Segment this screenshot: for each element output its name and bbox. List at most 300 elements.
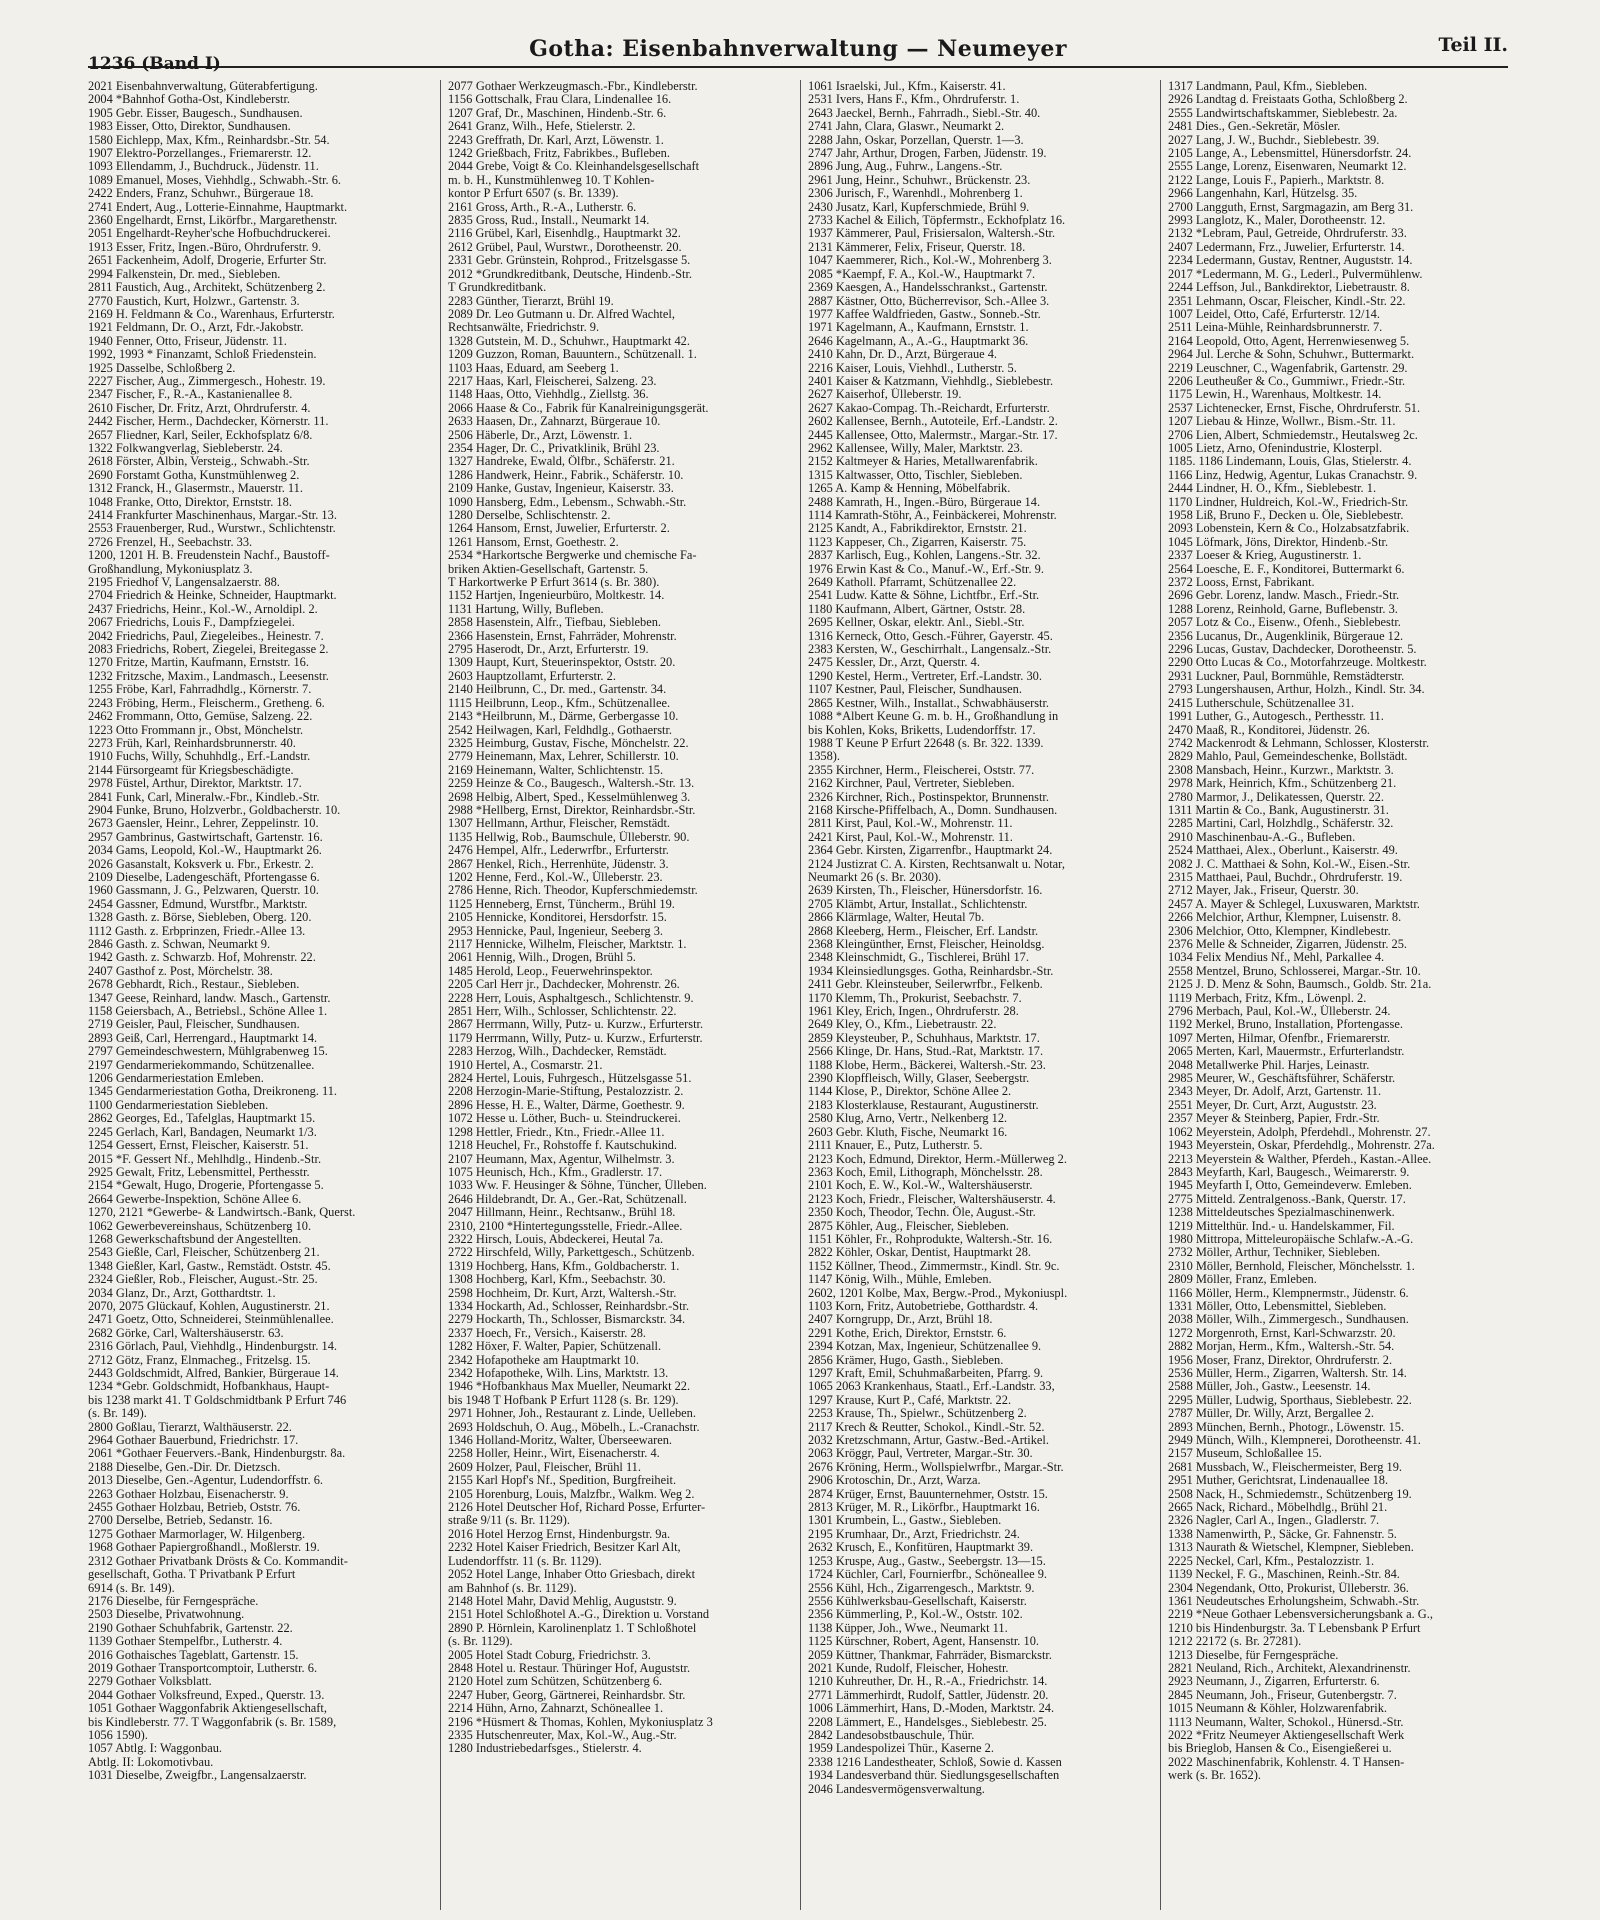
directory-entry: 1093 Ellendamm, J., Buchdruck., Jüdenstr. 11.	[88, 160, 319, 174]
directory-entry: 2034 Glanz, Dr., Arzt, Gotthardtstr. 1.	[88, 1286, 276, 1300]
directory-entry: 2354 Hager, Dr. C., Privatklinik, Brühl 23.	[448, 441, 660, 455]
directory-entry: 1103 Haas, Eduard, am Seeberg 1.	[448, 361, 619, 375]
directory-entry: 2476 Hempel, Alfr., Lederwrfbr., Erfurterstr.	[448, 844, 669, 858]
directory-entry: 1328 Gasth. z. Börse, Siebleben, Oberg. 120.	[88, 911, 312, 925]
directory-entry: 1937 Kämmerer, Paul, Frisiersalon, Waltersh.-Str.	[808, 227, 1056, 241]
directory-entry: 2556 Kühlwerksbau-Gesellschaft, Kaiserstr.	[808, 1594, 1027, 1608]
directory-entry: 1113 Neumann, Walter, Schokol., Hünersd.-Str.	[1168, 1715, 1404, 1729]
directory-entry: 2602, 1201 Kolbe, Max, Bergw.-Prod., Mykoniuspl.	[808, 1286, 1068, 1300]
directory-entry: 2273 Früh, Karl, Reinhardsbrunnerstr. 40.	[88, 736, 296, 750]
column-3	[808, 80, 1148, 1910]
directory-entry: 2994 Falkenstein, Dr. med., Siebleben.	[88, 267, 281, 281]
directory-entry: 2882 Morjan, Herm., Kfm., Waltersh.-Str. 54.	[1168, 1340, 1395, 1354]
directory-entry: 1345 Gendarmeriestation Gotha, Dreikroneng. 11.	[88, 1085, 338, 1099]
directory-entry: 2061 *Gothaer Feuervers.-Bank, Hindenburgstr. 8a.	[88, 1447, 346, 1461]
directory-entry: 1961 Kley, Erich, Ingen., Ohrdruferstr. 28.	[808, 1005, 1019, 1019]
directory-entry: 2337 Loeser & Krieg, Augustinerstr. 1.	[1168, 549, 1362, 563]
directory-entry: 2195 Krumhaar, Dr., Arzt, Friedrichstr. 24.	[808, 1527, 1020, 1541]
directory-entry: 2633 Haasen, Dr., Zahnarzt, Bürgeraue 10.	[448, 415, 661, 429]
directory-columns	[88, 80, 1508, 1910]
directory-entry: 2047 Hillmann, Heinr., Rechtsanw., Brühl 18.	[448, 1206, 676, 1220]
directory-entry: 2266 Melchior, Arthur, Klempner, Luisenstr. 8.	[1168, 911, 1402, 925]
directory-entry: 2376 Melle & Schneider, Zigarren, Jüdenstr. 25.	[1168, 938, 1408, 951]
directory-entry: 1312 Franck, H., Glasermstr., Mauerstr. 11.	[88, 482, 303, 496]
directory-entry: 1103 Korn, Fritz, Autobetriebe, Gotthardstr. 4.	[808, 1299, 1039, 1313]
directory-entry: 2208 Herzogin-Marie-Stiftung, Pestalozzistr. 2.	[448, 1085, 684, 1099]
directory-entry: 1015 Neumann & Köhler, Holzwarenfabrik.	[1168, 1702, 1388, 1716]
directory-entry: 2700 Derselbe, Betrieb, Sedanstr. 16.	[88, 1514, 273, 1528]
directory-entry: 2296 Lucas, Gustav, Dachdecker, Dorotheenstr. 5.	[1168, 643, 1417, 657]
directory-entry: 2125 Kandt, A., Fabrikdirektor, Ernststr. 21.	[808, 522, 1027, 536]
directory-entry: 1913 Esser, Fritz, Ingen.-Büro, Ohrdruferstr. 9.	[88, 240, 322, 254]
directory-entry: 1910 Hertel, A., Cosmarstr. 21.	[448, 1058, 603, 1072]
directory-entry: 2369 Kaesgen, A., Handelsschrankst., Gartenstr.	[808, 281, 1048, 295]
directory-entry: 1907 Elektro-Porzellanges., Friemarerstr. 12.	[88, 147, 312, 161]
directory-entry: Rechtsanwälte, Friedrichstr. 9.	[448, 321, 600, 335]
directory-entry: 2125 J. D. Menz & Sohn, Baumsch., Goldb. Str. 21a.	[1168, 978, 1432, 992]
directory-entry: 6914 (s. Br. 149).	[88, 1581, 175, 1595]
directory-entry: 2243 Fröbing, Herm., Fleischerm., Gretheng. 6.	[88, 696, 325, 710]
directory-entry: 1006 Lämmerhirt, Hans, D.-Moden, Marktstr. 24.	[808, 1702, 1055, 1716]
directory-entry: 1206 Gendarmeriestation Emleben.	[88, 1072, 264, 1086]
directory-entry: 2308 Mansbach, Heinr., Kurzwr., Marktstr. 3.	[1168, 763, 1394, 777]
directory-entry: 2856 Krämer, Hugo, Gasth., Siebleben.	[808, 1353, 1004, 1367]
directory-entry: 2923 Neumann, J., Zigarren, Erfurterstr. 6.	[1168, 1675, 1380, 1689]
directory-entry: 2027 Lang, J. W., Buchdr., Sieblebestr. 39.	[1168, 133, 1380, 147]
directory-entry: 2531 Ivers, Hans F., Kfm., Ohrdruferstr. 1.	[808, 93, 1020, 107]
directory-entry: 2291 Kothe, Erich, Direktor, Ernststr. 6.	[808, 1326, 1007, 1340]
directory-entry: 2698 Helbig, Albert, Sped., Kesselmühlenweg 3.	[448, 790, 691, 804]
directory-entry: (s. Br. 149).	[88, 1407, 147, 1421]
directory-entry: 2966 Langenhahn, Karl, Hützelsg. 35.	[1168, 187, 1358, 201]
directory-entry: 2978 Füstel, Arthur, Direktor, Marktstr. 17.	[88, 777, 302, 791]
directory-entry: 2867 Herrmann, Willy, Putz- u. Kurzw., Erfurterstr.	[448, 1018, 704, 1032]
directory-entry: 2813 Krüger, M. R., Likörfbr., Hauptmarkt 16.	[808, 1501, 1040, 1515]
directory-entry: 2164 Leopold, Otto, Agent, Herrenwiesenweg 5.	[1168, 334, 1410, 348]
directory-entry: 1180 Kaufmann, Albert, Gärtner, Oststr. 28.	[808, 602, 1026, 616]
directory-entry: 2012 *Grundkreditbank, Deutsche, Hindenb.-Str.	[448, 267, 692, 281]
directory-entry: 1316 Kerneck, Otto, Gesch.-Führer, Gayerstr. 45.	[808, 629, 1053, 643]
directory-entry: 1112 Gasth. z. Erbprinzen, Friedr.-Allee 13.	[88, 924, 306, 938]
directory-entry: 2061 Hennig, Wilh., Drogen, Brühl 5.	[448, 951, 636, 965]
directory-entry: 2109 Hanke, Gustav, Ingenieur, Kaiserstr. 33.	[448, 482, 674, 496]
directory-entry: 2316 Görlach, Paul, Viehhdlg., Hindenburgstr. 14.	[88, 1340, 337, 1354]
directory-entry: 1125 Kürschner, Robert, Agent, Hansenstr. 10.	[808, 1635, 1039, 1649]
directory-entry: 2034 Gams, Leopold, Kol.-W., Hauptmarkt 26.	[88, 844, 322, 858]
directory-entry: 1980 Mittropa, Mitteleuropäische Schlafw.-A.-G.	[1168, 1232, 1414, 1246]
directory-entry: 2904 Funke, Bruno, Holzverbr., Goldbacherstr. 10.	[88, 803, 341, 817]
directory-entry: 2646 Hildebrandt, Dr. A., Ger.-Rat, Schützenall.	[448, 1192, 687, 1206]
directory-entry: 2285 Martini, Carl, Holzhdlg., Schäferstr. 32.	[1168, 817, 1394, 831]
directory-entry: 2048 Metallwerke Phil. Harjes, Leinastr.	[1168, 1058, 1370, 1072]
directory-entry: 2089 Dr. Leo Gutmann u. Dr. Alfred Wachtel,	[448, 307, 675, 321]
directory-entry: 2044 Gothaer Volksfreund, Exped., Querstr. 13.	[88, 1688, 325, 1702]
directory-entry: 2196 *Hüsmert & Thomas, Kohlen, Mykoniusplatz 3	[448, 1715, 713, 1729]
directory-entry: 1580 Eichlepp, Max, Kfm., Reinhardsbr.-Str. 54.	[88, 133, 330, 147]
directory-entry: 1327 Handreke, Ewald, Ölfbr., Schäferstr. 21.	[448, 455, 675, 469]
directory-entry: werk (s. Br. 1652).	[1168, 1769, 1261, 1783]
directory-entry: bis Kindleberstr. 77. T Waggonfabrik (s. Br. 1589,	[88, 1715, 337, 1729]
column-2	[448, 80, 788, 1910]
directory-entry: 2705 Klämbt, Artur, Installat., Schlichtenstr.	[808, 897, 1028, 911]
directory-entry: 1107 Kestner, Paul, Fleischer, Sundhausen.	[808, 683, 1022, 697]
directory-entry: 2312 Gothaer Privatbank Drösts & Co. Kommandit-	[88, 1554, 348, 1568]
directory-entry: 2168 Kirsche-Pfiffelbach, A., Domn. Sundhausen.	[808, 803, 1058, 817]
directory-entry: 1057 Abtlg. I: Waggonbau.	[88, 1742, 223, 1756]
directory-entry: 1210 Kuhreuther, Dr. H., R.-A., Friedrichstr. 14.	[808, 1675, 1048, 1689]
directory-entry: 2364 Gebr. Kirsten, Zigarrenfbr., Hauptmarkt 24.	[808, 844, 1053, 858]
directory-entry: 2793 Lungershausen, Arthur, Holzh., Kindl. Str. 34.	[1168, 683, 1425, 697]
directory-entry: T Grundkreditbank.	[448, 281, 547, 295]
directory-entry: 2534 *Harkortsche Bergwerke und chemische Fa-	[448, 549, 697, 563]
directory-entry: 1319 Hochberg, Hans, Kfm., Goldbacherstr. 1.	[448, 1259, 680, 1273]
directory-entry: 1988 T Keune P Erfurt 22648 (s. Br. 322. 1339.	[808, 736, 1044, 750]
directory-entry: 1152 Köllner, Theod., Zimmermstr., Kindl. Str. 9c.	[808, 1259, 1060, 1273]
directory-entry: 2042 Friedrichs, Paul, Ziegeleibes., Heinestr. 7.	[88, 629, 324, 643]
directory-entry: am Bahnhof (s. Br. 1129).	[448, 1581, 577, 1595]
directory-entry: 2536 Müller, Herm., Zigarren, Waltersh. Str. 14.	[1168, 1367, 1407, 1380]
directory-entry: 1152 Hartjen, Ingenieurbüro, Moltkestr. 14.	[448, 589, 665, 603]
directory-entry: 2044 Grebe, Voigt & Co. Kleinhandelsgesellschaft	[448, 160, 700, 174]
directory-entry: 1156 Gottschalk, Frau Clara, Lindenallee 16.	[448, 93, 672, 107]
directory-entry: 2021 Eisenbahnverwaltung, Güterabfertigung.	[88, 80, 318, 93]
directory-entry: 2470 Maaß, R., Konditorei, Jüdenstr. 26.	[1168, 723, 1371, 737]
directory-entry: 2105 Lange, A., Lebensmittel, Hünersdorfstr. 24.	[1168, 147, 1412, 161]
directory-entry: 1213 Dieselbe, für Ferngespräche.	[1168, 1648, 1339, 1662]
directory-entry: 1921 Feldmann, Dr. O., Arzt, Fdr.-Jakobstr.	[88, 321, 304, 335]
directory-entry: 2859 Kleysteuber, P., Schuhhaus, Marktstr. 17.	[808, 1031, 1040, 1045]
directory-entry: 2867 Henkel, Rich., Herrenhüte, Jüdenstr. 3.	[448, 857, 669, 871]
directory-entry: 1297 Kraft, Emil, Schuhmaßarbeiten, Pfarrg. 9.	[808, 1367, 1044, 1380]
directory-entry: 2124 Justizrat C. A. Kirsten, Rechtsanwalt u. Notar,	[808, 857, 1065, 871]
directory-entry: 2368 Kleingünther, Ernst, Fleischer, Heinoldsg.	[808, 938, 1045, 951]
directory-entry: 2355 Kirchner, Herm., Fleischerei, Oststr. 77.	[808, 763, 1035, 777]
column-divider	[800, 80, 801, 1910]
directory-entry: 2988 *Hellberg, Ernst, Direktor, Reinhardsbr.-Str.	[448, 803, 696, 817]
directory-entry: 2971 Hohner, Joh., Restaurant z. Linde, Uelleben.	[448, 1407, 696, 1421]
directory-entry: 2131 Kämmerer, Felix, Friseur, Querstr. 18.	[808, 240, 1026, 254]
directory-entry: 1268 Gewerkschaftsbund der Angestellten.	[88, 1232, 302, 1246]
directory-entry: 1991 Luther, G., Autogesch., Perthesstr. 11.	[1168, 710, 1384, 724]
directory-entry: 2065 Merten, Karl, Mauermstr., Erfurterlandstr.	[1168, 1045, 1405, 1059]
page-title: Gotha: Eisenbahnverwaltung — Neumeyer	[529, 36, 1067, 62]
directory-entry: 2603 Hauptzollamt, Erfurterstr. 2.	[448, 669, 616, 683]
directory-entry: 2288 Jahn, Oskar, Porzellan, Querstr. 1—3.	[808, 133, 1024, 147]
directory-entry: 2837 Karlisch, Eug., Kohlen, Langens.-Str. 32.	[808, 549, 1041, 563]
directory-entry: 2437 Friedrichs, Heinr., Kol.-W., Arnoldipl. 2.	[88, 602, 318, 616]
directory-entry: 1286 Handwerk, Heinr., Fabrik., Schäferstr. 10.	[448, 468, 684, 482]
directory-entry: 2122 Lange, Louis F., Papierh., Marktstr. 8.	[1168, 173, 1385, 187]
directory-entry: 2811 Faustich, Aug., Architekt, Schützenberg 2.	[88, 281, 326, 295]
directory-entry: 2695 Kellner, Oskar, elektr. Anl., Siebl.-Str.	[808, 616, 1025, 630]
directory-entry: 2325 Heimburg, Gustav, Fische, Mönchelstr. 22.	[448, 736, 689, 750]
directory-entry: 2646 Kagelmann, A., A.-G., Hauptmarkt 36.	[808, 334, 1029, 348]
directory-entry: 2038 Möller, Wilh., Zimmergesch., Sundhausen.	[1168, 1313, 1409, 1327]
directory-entry: 2026 Gasanstalt, Koksverk u. Fbr., Erkestr. 2.	[88, 857, 314, 871]
directory-entry: 2117 Krech & Reutter, Schokol., Kindl.-Str. 52.	[808, 1420, 1045, 1434]
directory-entry: 2442 Fischer, Herm., Dachdecker, Körnerstr. 11.	[88, 415, 329, 429]
directory-entry: 1166 Linz, Hedwig, Agentur, Lukas Cranachstr. 9.	[1168, 468, 1418, 482]
directory-entry: 1131 Hartung, Willy, Bufleben.	[448, 602, 604, 616]
directory-entry: 2835 Gross, Rud., Install., Neumarkt 14.	[448, 214, 650, 228]
directory-entry: 1139 Gothaer Stempelfbr., Lutherstr. 4.	[88, 1635, 283, 1649]
directory-entry: 2488 Kamrath, H., Ingen.-Büro, Bürgeraue 14.	[808, 495, 1041, 509]
directory-entry: 1192 Merkel, Bruno, Installation, Pfortengasse.	[1168, 1018, 1403, 1032]
directory-entry: 2993 Langlotz, K., Maler, Dorotheenstr. 12.	[1168, 214, 1386, 228]
directory-entry: 2588 Müller, Joh., Gastw., Leesenstr. 14.	[1168, 1380, 1371, 1394]
directory-entry: 2105 Hennicke, Konditorei, Hersdorfstr. 15.	[448, 911, 667, 925]
directory-entry: 1253 Kruspe, Aug., Gastw., Seebergstr. 13—15.	[808, 1554, 1046, 1568]
directory-entry: 2195 Friedhof V, Langensalzaerstr. 88.	[88, 576, 280, 590]
directory-entry: 2780 Marmor, J., Delikatessen, Querstr. 22.	[1168, 790, 1384, 804]
directory-entry: 2143 *Heilbrunn, M., Därme, Gerbergasse 10.	[448, 710, 679, 724]
directory-entry: 2234 Ledermann, Gustav, Rentner, Auguststr. 14.	[1168, 254, 1413, 268]
directory-entry: 1056 1590).	[88, 1728, 148, 1742]
directory-entry: 2641 Granz, Wilh., Hefe, Stielerstr. 2.	[448, 120, 636, 134]
directory-entry: 2742 Mackenrodt & Lehmann, Schlosser, Klosterstr.	[1168, 736, 1430, 750]
directory-entry: 2066 Haase & Co., Fabrik für Kanalreinigungsgerät.	[448, 401, 709, 415]
directory-entry: 2283 Herzog, Wilh., Dachdecker, Remstädt.	[448, 1045, 667, 1059]
directory-entry: 2741 Endert, Aug., Lotterie-Einnahme, Hauptmarkt.	[88, 200, 348, 214]
directory-entry: 1282 Höxer, F. Walter, Papier, Schützenall.	[448, 1340, 662, 1354]
directory-entry: 1202 Henne, Ferd., Kol.-W., Ülleberstr. 23.	[448, 870, 663, 884]
directory-entry: 2347 Fischer, F., R.-A., Kastanienallee 8.	[88, 388, 293, 402]
directory-entry: 2132 *Lebram, Paul, Getreide, Ohrdruferstr. 33.	[1168, 227, 1407, 241]
directory-entry: 2643 Jaeckel, Bernh., Fahrradh., Siebl.-Str. 40.	[808, 106, 1041, 120]
directory-entry: 2541 Ludw. Katte & Söhne, Lichtfbr., Erf.-Str.	[808, 589, 1040, 603]
directory-entry: 2205 Carl Herr jr., Dachdecker, Mohrenstr. 26.	[448, 978, 680, 992]
directory-entry: 2618 Förster, Albin, Versteig., Schwabh.-Str.	[88, 455, 310, 469]
directory-entry: 1238 Mitteldeutsches Spezialmaschinenwerk.	[1168, 1206, 1395, 1220]
directory-entry: 2811 Kirst, Paul, Kol.-W., Mohrenstr. 11.	[808, 817, 1013, 831]
directory-entry: 2809 Möller, Franz, Emleben.	[1168, 1273, 1317, 1287]
directory-entry: straße 9/11 (s. Br. 1129).	[448, 1514, 570, 1528]
directory-entry: 2524 Matthaei, Alex., Oberlunt., Kaiserstr. 49.	[1168, 844, 1398, 858]
directory-entry: 1139 Neckel, F. G., Maschinen, Reinh.-Str. 84.	[1168, 1568, 1400, 1582]
directory-entry: 2693 Holdschuh, O. Aug., Möbelh., L.-Cranachstr.	[448, 1420, 700, 1434]
directory-entry: 2665 Nack, Richard., Möbelhdlg., Brühl 21.	[1168, 1501, 1388, 1515]
directory-entry: 2821 Neuland, Rich., Architekt, Alexandrinenstr.	[1168, 1661, 1411, 1675]
directory-entry: 2800 Goßlau, Tierarzt, Walthäuserstr. 22.	[88, 1420, 292, 1434]
directory-entry: 2343 Meyer, Dr. Adolf, Arzt, Gartenstr. 11.	[1168, 1085, 1382, 1099]
directory-entry: 2155 Karl Hopf's Nf., Spedition, Burgfreiheit.	[448, 1474, 677, 1488]
directory-entry: 2421 Kirst, Paul, Kol.-W., Mohrenstr. 11.	[808, 830, 1013, 844]
directory-entry: Ludendorffstr. 11 (s. Br. 1129).	[448, 1554, 602, 1568]
directory-entry: 1045 Löfmark, Jöns, Direktor, Hindenb.-Str.	[1168, 535, 1389, 549]
directory-entry: 2690 Forstamt Gotha, Kunstmühlenweg 2.	[88, 468, 300, 482]
directory-entry: 1942 Gasth. z. Schwarzb. Hof, Mohrenstr. 22.	[88, 951, 316, 965]
directory-entry: 2896 Jung, Aug., Fuhrw., Langens.-Str.	[808, 160, 1003, 174]
directory-entry: 1179 Herrmann, Willy, Putz- u. Kurzw., Erfurterstr.	[448, 1031, 703, 1045]
directory-entry: 2627 Kakao-Compag. Th.-Reichardt, Erfurterstr.	[808, 401, 1050, 415]
page-label: 1236 (Band I)	[88, 54, 221, 74]
directory-entry: 2123 Koch, Friedr., Fleischer, Waltershäuserstr. 4.	[808, 1192, 1056, 1206]
directory-entry: 2564 Loesche, E. F., Konditorei, Buttermarkt 6.	[1168, 562, 1405, 576]
directory-entry: 2700 Langguth, Ernst, Sargmagazin, am Berg 31.	[1168, 200, 1414, 214]
directory-entry: 1147 König, Wilh., Mühle, Emleben.	[808, 1273, 992, 1287]
directory-entry: 2445 Kallensee, Otto, Malermstr., Margar.-Str. 17.	[808, 428, 1058, 442]
directory-entry: 1910 Fuchs, Willy, Schuhhdlg., Erf.-Landstr.	[88, 750, 311, 764]
directory-entry: 2052 Hotel Lange, Inhaber Otto Griesbach, direkt	[448, 1568, 696, 1582]
directory-entry: 2893 Geiß, Carl, Herrengard., Hauptmarkt 14.	[88, 1031, 318, 1045]
directory-entry: 2566 Klinge, Dr. Hans, Stud.-Rat, Marktstr. 17.	[808, 1045, 1044, 1059]
directory-entry: 2875 Köhler, Aug., Fleischer, Siebleben.	[808, 1219, 1010, 1233]
directory-entry: 2471 Goetz, Otto, Schneiderei, Steinmühlenallee.	[88, 1313, 334, 1327]
directory-entry: 2610 Fischer, Dr. Fritz, Arzt, Ohrdruferstr. 4.	[88, 401, 311, 415]
directory-entry: 2350 Koch, Theodor, Techn. Öle, August.-Str.	[808, 1206, 1036, 1220]
directory-entry: 2017 *Ledermann, M. G., Lederl., Pulvermühlenw.	[1168, 267, 1423, 281]
directory-entry: 2726 Frenzel, H., Seebachstr. 33.	[88, 535, 253, 549]
directory-entry: 2169 H. Feldmann & Co., Warenhaus, Erfurterstr.	[88, 307, 335, 321]
directory-entry: 2580 Klug, Arno, Vertr., Nelkenberg 12.	[808, 1112, 1008, 1126]
directory-entry: 2004 *Bahnhof Gotha-Ost, Kindleberstr.	[88, 93, 291, 107]
directory-entry: 2217 Haas, Karl, Fleischerei, Salzeng. 23.	[448, 374, 657, 388]
directory-entry: 2005 Hotel Stadt Coburg, Friedrichstr. 3.	[448, 1648, 651, 1662]
directory-entry: 1976 Erwin Kast & Co., Manuf.-W., Erf.-Str. 9.	[808, 562, 1044, 576]
directory-entry: 2021 Kunde, Rudolf, Fleischer, Hohestr.	[808, 1661, 1009, 1675]
directory-entry: 1034 Felix Mendius Nf., Mehl, Parkallee 4.	[1168, 951, 1385, 965]
directory-entry: 2304 Negendank, Otto, Prokurist, Ülleberstr. 36.	[1168, 1581, 1409, 1595]
directory-entry: 2152 Kaltmeyer & Haries, Metallwarenfabrik.	[808, 455, 1038, 469]
directory-entry: 1943 Meyerstein, Oskar, Pferdehdlg., Mohrenstr. 27a.	[1168, 1139, 1435, 1153]
directory-entry: 1945 Meyfarth I, Otto, Gemeindeverw. Emleben.	[1168, 1179, 1412, 1193]
directory-entry: 2555 Lange, Lorenz, Eisenwaren, Neumarkt 12.	[1168, 160, 1407, 174]
directory-entry: 2082 J. C. Matthaei & Sohn, Kol.-W., Eisen.-Str.	[1168, 857, 1411, 871]
directory-entry: 2342 Hofapotheke, Wilh. Lins, Marktstr. 13.	[448, 1367, 669, 1380]
directory-entry: 2925 Gewalt, Fritz, Lebensmittel, Perthesstr.	[88, 1165, 310, 1179]
directory-entry: 2107 Heumann, Max, Agentur, Wilhelmstr. 3.	[448, 1152, 675, 1166]
directory-entry: 1047 Kaemmerer, Rich., Kol.-W., Mohrenberg 3.	[808, 254, 1052, 268]
directory-entry: 1264 Hansom, Ernst, Juwelier, Erfurterstr. 2.	[448, 522, 670, 536]
directory-entry: 2475 Kessler, Dr., Arzt, Querstr. 4.	[808, 656, 980, 670]
directory-entry: 2342 Hofapotheke am Hauptmarkt 10.	[448, 1353, 639, 1367]
directory-entry: 2162 Kirchner, Paul, Vertreter, Siebleben.	[808, 777, 1015, 791]
directory-entry: 2639 Kirsten, Th., Fleischer, Hünersdorfstr. 16.	[808, 884, 1043, 898]
directory-entry: 2657 Fliedner, Karl, Seiler, Eckhofsplatz 6/8.	[88, 428, 313, 442]
directory-entry: 2022 *Fritz Neumeyer Aktiengesellschaft Werk	[1168, 1728, 1405, 1742]
directory-entry: 2372 Looss, Ernst, Fabrikant.	[1168, 576, 1315, 590]
directory-entry: 2188 Dieselbe, Gen.-Dir. Dr. Dietzsch.	[88, 1460, 281, 1474]
directory-entry: 2148 Hotel Mahr, David Mehlig, Auguststr. 9.	[448, 1594, 677, 1608]
directory-entry: 2775 Mitteld. Zentralgenoss.-Bank, Querstr. 17.	[1168, 1192, 1406, 1206]
directory-entry: 2787 Müller, Dr. Willy, Arzt, Bergallee 2.	[1168, 1407, 1374, 1421]
directory-entry: 1270, 2121 *Gewerbe- & Landwirtsch.-Bank, Querst.	[88, 1206, 356, 1220]
directory-entry: 1218 Heuchel, Fr., Rohstoffe f. Kautschukind.	[448, 1139, 677, 1153]
directory-entry: 2795 Haserodt, Dr., Arzt, Erfurterstr. 19.	[448, 643, 649, 657]
directory-entry: 2503 Dieselbe, Privatwohnung.	[88, 1608, 245, 1622]
directory-entry: 2360 Engelhardt, Ernst, Likörfbr., Margarethenstr.	[88, 214, 338, 228]
directory-entry: 2290 Otto Lucas & Co., Motorfahrzeuge. Moltkestr.	[1168, 656, 1427, 670]
directory-entry: Großhandlung, Mykoniusplatz 3.	[88, 562, 253, 576]
directory-entry: 1135 Hellwig, Rob., Baumschule, Ülleberstr. 90.	[448, 830, 690, 844]
directory-entry: 1223 Otto Frommann jr., Obst, Mönchelstr.	[88, 723, 304, 737]
directory-entry: 2444 Lindner, H. O., Kfm., Sieblebestr. 1.	[1168, 482, 1377, 496]
directory-entry: 2843 Meyfarth, Karl, Baugesch., Weimarerstr. 9.	[1168, 1165, 1410, 1179]
directory-entry: 2957 Gambrinus, Gastwirtschaft, Gartenstr. 16.	[88, 830, 323, 844]
directory-entry: 2985 Meurer, W., Geschäftsführer, Schäferstr.	[1168, 1072, 1396, 1086]
directory-entry: 2676 Kröning, Herm., Wollspielwrfbr., Margar.-Str.	[808, 1460, 1064, 1474]
directory-entry: 2219 *Neue Gothaer Lebensversicherungsbank a. G.,	[1168, 1608, 1433, 1622]
directory-entry: 2848 Hotel u. Restaur. Thüringer Hof, Auguststr.	[448, 1661, 691, 1675]
directory-entry: 1219 Mittelthür. Ind.- u. Handelskammer, Fil.	[1168, 1219, 1395, 1233]
directory-entry: 2627 Kaiserhof, Ülleberstr. 19.	[808, 388, 962, 402]
directory-entry: 1297 Krause, Kurt P., Café, Marktstr. 22.	[808, 1393, 1012, 1407]
directory-entry: 2481 Dies., Gen.-Sekretär, Mösler.	[1168, 120, 1341, 134]
directory-entry: 2558 Mentzel, Bruno, Schlosserei, Margar.-Str. 10.	[1168, 964, 1421, 978]
column-divider	[1160, 80, 1161, 1910]
directory-entry: 2407 Ledermann, Frz., Juwelier, Erfurterstr. 14.	[1168, 240, 1405, 254]
directory-entry: 1361 Neudeutsches Erholungsheim, Schwabh.-Str.	[1168, 1594, 1420, 1608]
directory-entry: 2117 Hennicke, Wilhelm, Fleischer, Marktstr. 1.	[448, 938, 687, 951]
directory-entry: 2070, 2075 Glückauf, Kohlen, Augustinerstr. 21.	[88, 1299, 330, 1313]
column-divider	[440, 80, 441, 1910]
directory-entry: 2896 Hesse, H. E., Walter, Därme, Goethestr. 9.	[448, 1098, 685, 1112]
directory-entry: 2225 Neckel, Carl, Kfm., Pestalozzistr. 1.	[1168, 1554, 1375, 1568]
directory-entry: 1288 Lorenz, Reinhold, Garne, Buflebenstr. 3.	[1168, 602, 1398, 616]
directory-entry: 2176 Dieselbe, für Ferngespräche.	[88, 1594, 259, 1608]
directory-entry: 2116 Grübel, Karl, Eisenhdlg., Hauptmarkt 32.	[448, 227, 681, 241]
directory-entry: 2455 Gothaer Holzbau, Betrieb, Oststr. 76.	[88, 1501, 301, 1515]
directory-entry: 1170 Lindner, Huldreich, Kol.-W., Friedrich-Str.	[1168, 495, 1409, 509]
directory-entry: 2383 Kersten, W., Geschirrhalt., Langensalz.-Str.	[808, 643, 1052, 657]
directory-entry: 2016 Gothaisches Tageblatt, Gartenstr. 15.	[88, 1648, 299, 1662]
directory-entry: 2337 Hoech, Fr., Versich., Kaiserstr. 28.	[448, 1326, 646, 1340]
directory-entry: 2733 Kachel & Eilich, Töpfermstr., Eckhofplatz 16.	[808, 214, 1066, 228]
directory-entry: 2227 Fischer, Aug., Zimmergesch., Hohestr. 19.	[88, 374, 326, 388]
directory-entry: 2279 Gothaer Volksblatt.	[88, 1675, 212, 1689]
directory-entry: 2111 Knauer, E., Putz, Lutherstr. 5.	[808, 1139, 983, 1153]
directory-entry: 1175 Lewin, H., Warenhaus, Moltkestr. 14.	[1168, 388, 1382, 402]
directory-entry: 2632 Krusch, E., Konfitüren, Hauptmarkt 39.	[808, 1541, 1034, 1555]
directory-entry: 2732 Möller, Arthur, Techniker, Siebleben.	[1168, 1246, 1381, 1260]
directory-entry: 1977 Kaffee Waldfrieden, Gastw., Sonneb.-Str.	[808, 307, 1041, 321]
directory-entry: 2511 Leina-Mühle, Reinhardsbrunnerstr. 7.	[1168, 321, 1383, 335]
directory-entry: 2057 Lotz & Co., Eisenw., Ofenh., Sieblebestr.	[1168, 616, 1401, 630]
directory-entry: 2951 Muther, Gerichtsrat, Lindenauallee 18.	[1168, 1474, 1389, 1488]
directory-entry: 1934 Landesverband thür. Siedlungsgesellschaften	[808, 1769, 1060, 1783]
directory-entry: 2144 Fürsorgeamt für Kriegsbeschädigte.	[88, 763, 294, 777]
directory-entry: 1992, 1993 * Finanzamt, Schloß Friedenstein.	[88, 348, 317, 362]
directory-entry: 2543 Gießle, Carl, Fleischer, Schützenberg 21.	[88, 1246, 320, 1260]
directory-entry: Abtlg. II: Lokomotivbau.	[88, 1755, 214, 1769]
directory-entry: 2151 Hotel Schloßhotel A.-G., Direktion u. Vorstand	[448, 1608, 710, 1622]
directory-entry: 2712 Götz, Franz, Elnmacheg., Fritzelsg. 15.	[88, 1353, 311, 1367]
directory-entry: 1125 Henneberg, Ernst, Tüncherm., Brühl 19.	[448, 897, 675, 911]
directory-entry: 2926 Landtag d. Freistaats Gotha, Schloßberg 2.	[1168, 93, 1408, 107]
directory-entry: 1062 Meyerstein, Adolph, Pferdehdl., Mohrenstr. 27.	[1168, 1125, 1431, 1139]
directory-entry: 2786 Henne, Rich. Theodor, Kupferschmiedemstr.	[448, 884, 698, 898]
directory-entry: 2712 Mayer, Jak., Friseur, Querstr. 30.	[1168, 884, 1359, 898]
directory-entry: 1254 Gessert, Ernst, Fleischer, Kaiserstr. 51.	[88, 1139, 309, 1153]
directory-entry: 2542 Heilwagen, Karl, Feldhdlg., Gothaerstr.	[448, 723, 673, 737]
part-label: Teil II.	[1438, 34, 1508, 56]
directory-entry: 1338 Namenwirth, P., Säcke, Gr. Fahnenstr. 5.	[1168, 1527, 1397, 1541]
directory-entry: 2093 Lobenstein, Kern & Co., Holzabsatzfabrik.	[1168, 522, 1410, 536]
directory-entry: 2602 Kallensee, Bernh., Autoteile, Erf.-Landstr. 2.	[808, 415, 1058, 429]
directory-entry: 2874 Krüger, Ernst, Bauunternehmer, Oststr. 15.	[808, 1487, 1048, 1501]
directory-entry: 2678 Gebhardt, Rich., Restaur., Siebleben.	[88, 978, 300, 992]
directory-entry: 1348 Gießler, Karl, Gastw., Remstädt. Oststr. 45.	[88, 1259, 331, 1273]
directory-entry: 2015 *F. Gessert Nf., Mehlhdlg., Hindenb.-Str.	[88, 1152, 322, 1166]
directory-entry: 2706 Lien, Albert, Schmiedemstr., Heutalsweg 2c.	[1168, 428, 1418, 442]
directory-entry: 2032 Kretzschmann, Artur, Gastw.-Bed.-Artikel.	[808, 1434, 1049, 1448]
directory-entry: bis 1238 markt 41. T Goldschmidtbank P Erfurt 746	[88, 1393, 347, 1407]
directory-entry: 1971 Kagelmann, A., Kaufmann, Ernststr. 1.	[808, 321, 1029, 335]
directory-entry: 2893 München, Bernh., Photogr., Löwenstr. 15.	[1168, 1420, 1405, 1434]
directory-entry: 2338 1216 Landestheater, Schloß, Sowie d. Kassen	[808, 1755, 1062, 1769]
directory-entry: 1188 Klobe, Herm., Bäckerei, Waltersh.-Str. 23.	[808, 1058, 1046, 1072]
directory-entry: 2414 Frankfurter Maschinenhaus, Margar.-Str. 13.	[88, 509, 337, 522]
